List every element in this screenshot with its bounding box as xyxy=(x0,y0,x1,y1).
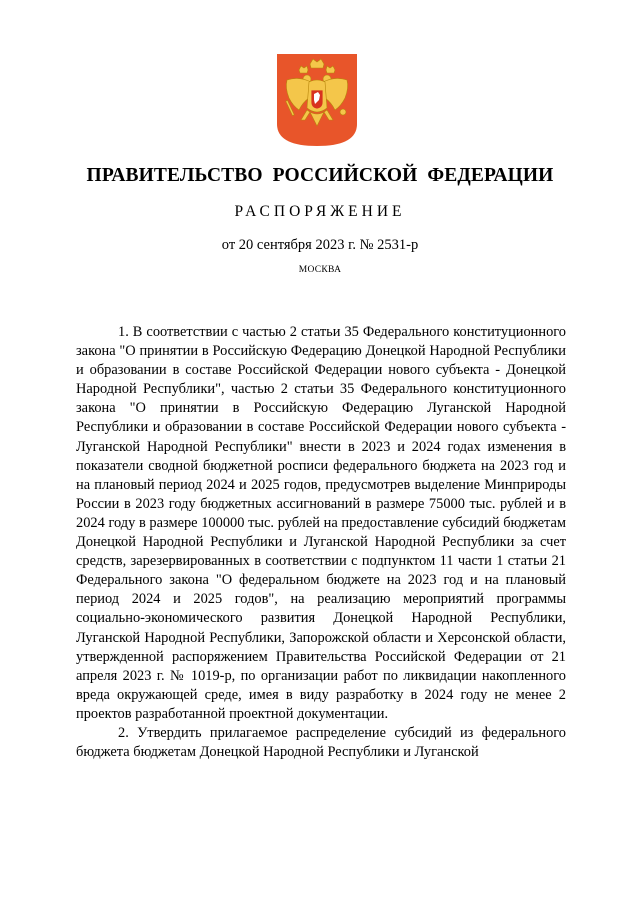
document-type: РАСПОРЯЖЕНИЕ xyxy=(234,203,406,220)
paragraph-1: 1. В соответствии с частью 2 статьи 35 Федерального конституционного закона "О принятии в Российскую Федерацию Донецкой Народной Республики и образовании в составе Российской Федерации нового субъекта - Донецкой Народной Республики", частью 2 статьи 35 Федерального конституционного закона "О принятии в Российскую Федерацию Луганской Народной Республики и образовании в составе Российской Федерации нового субъекта - Луганской Народной Республики" внести в 2023 и 2024 годах изменения в показатели сводной бюджетной росписи федерального бюджета на 2023 год и на плановый период 2024 и 2025 годов, предусмотрев выделение Минприроды России в 2023 году бюджетных ассигнований в размере 75000 тыс. рублей и в 2024 году в размере 100000 тыс. рублей на предоставление субсидий бюджетам Донецкой Народной Республики и Луганской Народной Республики за счет средств, зарезервированных в соответствии с подпунктом 11 части 1 статьи 21 Федерального закона "О федеральном бюджете на 2023 год и на плановый период 2024 и 2025 годов", на реализацию мероприятий программы социально-экономического развития Донецкой Народной Республики, Луганской Народной Республики, Запорожской области и Херсонской области, утвержденной распоряжением Правительства Российской Федерации от 21 апреля 2023 г. № 1019-р, по организации работ по ликвидации накопленного вреда окружающей среде, имея в виду разработку в 2024 году не менее 2 проектов разработанной проектной документации. xyxy=(76,324,566,722)
paragraph-2: 2. Утвердить прилагаемое распределение субсидий из федерального бюджета бюджетам Донецкой Народной Республики и Луганской xyxy=(76,724,566,761)
russian-coat-of-arms-icon xyxy=(277,54,357,146)
government-title: ПРАВИТЕЛЬСТВО РОССИЙСКОЙ ФЕДЕРАЦИИ xyxy=(86,165,554,186)
document-date: от 20 сентября 2023 г. № 2531-р xyxy=(221,237,419,253)
document-city: МОСКВА xyxy=(298,265,342,275)
document-body xyxy=(76,323,566,762)
